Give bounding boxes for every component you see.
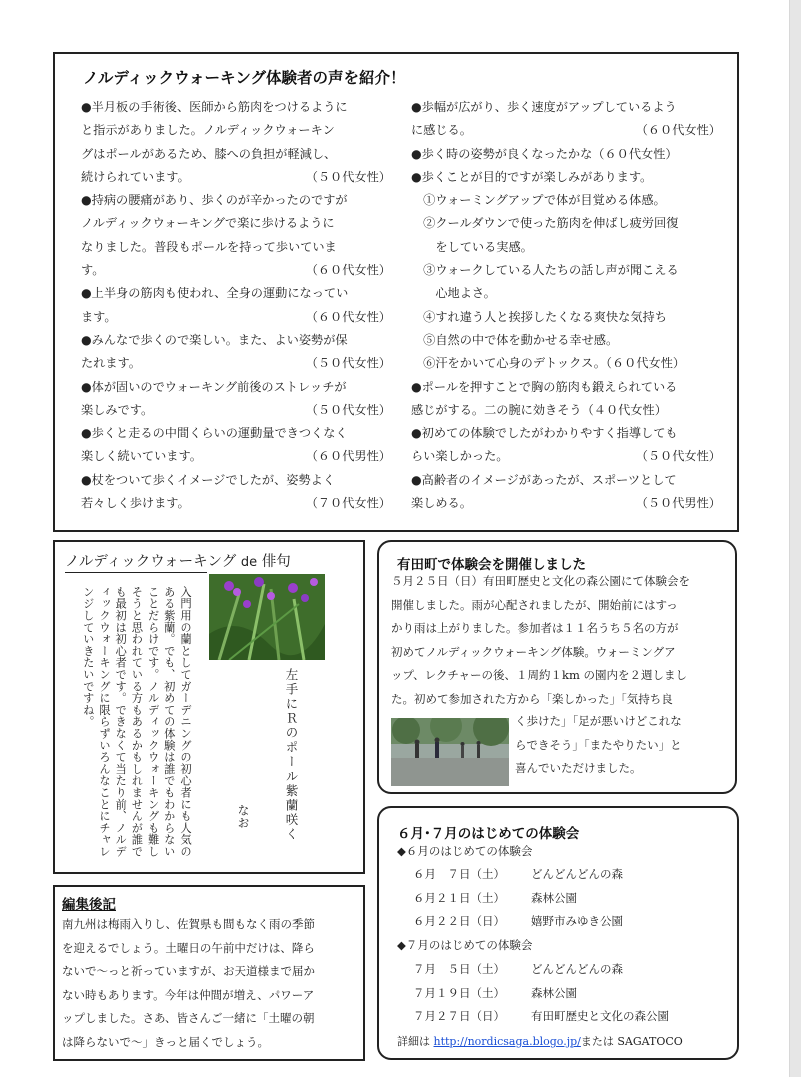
- editor-line: 南九州は梅雨入りし、佐賀県も間もなく雨の季節: [62, 917, 315, 931]
- voice-line: [81, 96, 401, 119]
- voice-line: [81, 376, 401, 399]
- event-place: 嬉野市みゆき公園: [531, 914, 623, 928]
- haiku-poem: 左手にＲのポール紫蘭咲く: [284, 668, 299, 842]
- voice-text: グはポールがあるため、膝への負担が軽減し、: [81, 146, 337, 161]
- details-line: [397, 1030, 683, 1054]
- voice-text: なりました。普段もポールを持って歩いていま: [81, 239, 337, 254]
- walkers-park-image: [391, 718, 509, 786]
- voices-section: [53, 52, 739, 532]
- voice-line: [81, 492, 401, 515]
- arita-body-continued: [515, 710, 729, 781]
- voice-attribution: （６０代女性）: [305, 263, 391, 278]
- voice-line: [411, 329, 731, 352]
- arita-section: [377, 540, 737, 794]
- voice-line: [81, 236, 401, 259]
- voice-text: ●初めての体験でしたがわかりやすく指導しても: [411, 426, 678, 441]
- arita-line: く歩けた」「足が悪いけどこれな: [515, 714, 682, 728]
- arita-line: 開催しました。雨が心配されましたが、開始前にはすっ: [391, 597, 678, 612]
- event-row: [413, 958, 733, 982]
- voice-line: [411, 352, 731, 375]
- event-place: 森林公園: [531, 890, 577, 905]
- details-link[interactable]: http://nordicsaga.blogo.jp/: [433, 1035, 581, 1048]
- arita-line: らできそう」「またやりたい」と: [515, 737, 682, 752]
- voice-text: ②クールダウンで使った筋肉を伸ばし疲労回復: [411, 216, 679, 231]
- voice-attribution: （６０代女性）: [635, 123, 721, 138]
- haiku-title-end: 俳句: [257, 554, 291, 570]
- event-place: どんどんどんの森: [531, 962, 623, 976]
- haiku-title: [65, 550, 291, 571]
- haiku-author: なお: [236, 804, 250, 829]
- voice-text: ●歩く時の姿勢が良くなったかな（６０代女性）: [411, 146, 678, 161]
- voice-text: ●ポールを押すことで胸の筋肉も鍛えられている: [411, 379, 678, 394]
- voice-attribution: （５０代男性）: [635, 496, 721, 511]
- details-prefix: 詳細は: [397, 1035, 434, 1048]
- event-row: [413, 910, 733, 934]
- voice-text: ●半月板の手術後、医師から筋肉をつけるように: [81, 100, 348, 114]
- voice-text: 若々しく歩けます。: [81, 496, 190, 511]
- voice-line: [81, 399, 401, 422]
- scrollbar-track[interactable]: [789, 0, 801, 1077]
- event-place: どんどんどんの森: [531, 867, 623, 881]
- arita-line: かり雨は上がりました。参加者は１１名うち５名の方が: [391, 621, 679, 635]
- haiku-title-de: de: [240, 555, 258, 570]
- voice-text: 楽しめる。: [411, 496, 472, 511]
- voice-text: ●歩くことが目的ですが楽しみがあります。: [411, 169, 653, 184]
- voice-text: ●高齢者のイメージがあったが、スポーツとして: [411, 472, 677, 487]
- voice-line: [81, 445, 401, 468]
- voice-line: [81, 259, 401, 282]
- arita-body: [391, 570, 731, 711]
- voice-line: [411, 259, 731, 282]
- voice-text: に感じる。: [411, 123, 472, 138]
- voice-text: ノルディックウォーキングで楽に歩けるように: [81, 216, 335, 231]
- voice-line: [81, 352, 401, 375]
- editor-body: [62, 913, 358, 1054]
- arita-title: 有田町で体験会を開催しました: [397, 557, 586, 573]
- editor-section: [53, 885, 365, 1061]
- haiku-body-text: 入門用の蘭としてガーデニングの初心者にも人気のある紫蘭。でも、初めての体験は誰でもわからないことだらけです。ノルディックウォーキングも難しそうと思われている方もあるかもしれませんが誰でも最初は初心者です。できなくて当たり前、ノルディックウォーキングに限らずいろんなことにチャレンジしていきたいですね。: [81, 586, 192, 858]
- event-date: ６月２２日（日）: [413, 914, 505, 928]
- event-date: ６月 ７日（土）: [413, 867, 505, 881]
- iris-flower-photo: [209, 574, 325, 660]
- haiku-title-underline: [65, 572, 207, 573]
- voice-line: [411, 166, 731, 189]
- voice-text: ●上半身の筋肉も使われ、全身の運動になってい: [81, 286, 349, 301]
- voice-attribution: （６０代女性）: [305, 309, 391, 324]
- voice-line: [411, 445, 731, 468]
- voice-text: をしている実感。: [411, 239, 533, 254]
- voice-text: 感じがする。二の腕に効きそう（４０代女性）: [411, 402, 667, 417]
- editor-line: ップしました。さあ、皆さんご一緒に「土曜の朝: [62, 1011, 315, 1025]
- voice-line: [81, 306, 401, 329]
- event-photo: [391, 718, 509, 786]
- voice-text: と指示がありました。ノルディックウォーキン: [81, 123, 335, 138]
- editor-line: は降らないで〜」きっと届くでしょう。: [62, 1034, 269, 1049]
- voice-text: ●歩幅が広がり、歩く速度がアップしているよう: [411, 100, 677, 114]
- voice-line: [81, 329, 401, 352]
- arita-line: た。初めて参加された方から「楽しかった」「気持ち良: [391, 691, 673, 706]
- details-suffix: または SAGATOCO: [580, 1035, 683, 1048]
- voice-text: 楽しく続いています。: [81, 449, 202, 464]
- voice-line: [411, 189, 731, 212]
- voice-text: ます。: [81, 309, 117, 324]
- haiku-title-text: ノルディックウォーキング: [65, 554, 241, 570]
- voice-line: [411, 399, 731, 422]
- july-events-list: [413, 958, 733, 1029]
- editor-line: ない時もあります。今年は仲間が増え、パワーア: [62, 987, 315, 1002]
- voice-line: [411, 282, 731, 305]
- arita-line: ５月２５日（日）有田町歴史と文化の森公園にて体験会を: [391, 574, 690, 588]
- voice-line: [81, 212, 401, 235]
- voice-line: [81, 143, 401, 166]
- voice-attribution: （５０代女性）: [635, 449, 721, 464]
- voice-line: [81, 189, 401, 212]
- voice-line: [81, 469, 401, 492]
- voice-text: ●杖をついて歩くイメージでしたが、姿勢よく: [81, 472, 336, 487]
- voices-title: ノルディックウォーキング体験者の声を紹介！: [83, 69, 406, 87]
- event-date: ７月 ５日（土）: [413, 962, 505, 976]
- voice-text: ⑤自然の中で体を動かせる幸せ感。: [411, 332, 619, 347]
- editor-title: 編集後記: [62, 897, 116, 913]
- voice-line: [411, 236, 731, 259]
- voice-text: ④すれ違う人と挨拶したくなる爽快な気持ち: [411, 309, 667, 324]
- june-events-list: [413, 863, 733, 934]
- voice-text: ⑥汗をかいて心身のデトックス。（６０代女性）: [411, 356, 686, 371]
- voices-right-column: [411, 96, 731, 515]
- voice-text: ①ウォーミングアップで体が目覚める体感。: [411, 193, 666, 208]
- voice-text: 楽しみです。: [81, 402, 154, 417]
- voice-text: す。: [81, 263, 105, 278]
- july-header: ◆７月のはじめての体験会: [397, 938, 533, 952]
- voice-line: [411, 96, 731, 119]
- event-row: [413, 887, 733, 911]
- voice-attribution: （７０代女性）: [305, 496, 391, 511]
- event-row: [413, 1005, 733, 1029]
- voice-line: [411, 212, 731, 235]
- voice-text: 心地よさ。: [411, 286, 496, 301]
- voice-line: [411, 422, 731, 445]
- voice-line: [411, 469, 731, 492]
- event-row: [413, 982, 733, 1006]
- events-section: [377, 806, 739, 1060]
- event-date: ６月２１日（土）: [413, 890, 505, 905]
- voices-left-column: [81, 96, 401, 515]
- arita-line: ップ、レクチャーの後、１周約１km の園内を２週しまし: [391, 668, 688, 682]
- voice-text: ●みんなで歩くので楽しい。また、よい姿勢が保: [81, 332, 348, 347]
- voice-text: たれます。: [81, 356, 141, 371]
- voice-line: [81, 119, 401, 142]
- voice-text: ③ウォークしている人たちの話し声が聞こえる: [411, 263, 679, 278]
- voice-attribution: （５０代女性）: [305, 402, 391, 417]
- event-place: 森林公園: [531, 985, 577, 1000]
- voice-line: [81, 422, 401, 445]
- iris-flower-image: [209, 574, 325, 660]
- voice-line: [411, 143, 731, 166]
- june-header: ◆６月のはじめての体験会: [397, 844, 533, 858]
- voice-line: [411, 376, 731, 399]
- voice-text: ●体が固いのでウォーキング前後のストレッチが: [81, 379, 347, 394]
- voice-attribution: （５０代女性）: [305, 169, 391, 184]
- voice-line: [411, 306, 731, 329]
- event-row: [413, 863, 733, 887]
- events-title: ６月･７月のはじめての体験会: [397, 826, 580, 842]
- voice-line: [411, 492, 731, 515]
- event-place: 有田町歴史と文化の森公園: [531, 1009, 669, 1023]
- arita-line: 喜んでいただけました。: [515, 761, 642, 775]
- arita-line: 初めてノルディックウォーキング体験。ウォーミングア: [391, 644, 676, 659]
- haiku-section: [53, 540, 365, 874]
- voice-line: [411, 119, 731, 142]
- event-date: ７月１９日（土）: [413, 985, 505, 1000]
- voice-attribution: （５０代女性）: [305, 356, 391, 371]
- voice-text: ●歩くと走るの中間くらいの運動量できつくなく: [81, 426, 348, 441]
- voice-text: らい楽しかった。: [411, 449, 509, 464]
- editor-line: を迎えるでしょう。土曜日の午前中だけは、降ら: [62, 940, 315, 955]
- voice-attribution: （６０代男性）: [305, 449, 391, 464]
- voice-text: ●持病の腰痛があり、歩くのが辛かったのですが: [81, 193, 348, 208]
- editor-line: ないで〜っと祈っていますが、お天道様まで届か: [62, 964, 315, 978]
- voice-line: [81, 282, 401, 305]
- voice-line: [81, 166, 401, 189]
- voice-text: 続けられています。: [81, 169, 190, 184]
- event-date: ７月２７日（日）: [413, 1009, 505, 1023]
